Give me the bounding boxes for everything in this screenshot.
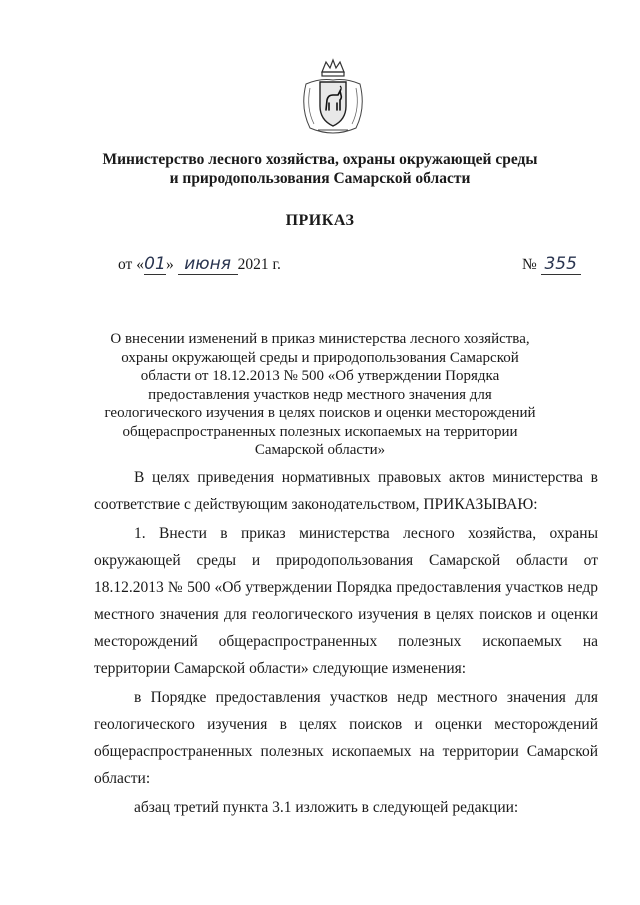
date-year: 2021 г. — [237, 256, 281, 273]
document-type-title: ПРИКАЗ — [285, 212, 355, 229]
number-value: 355 — [541, 254, 581, 275]
body-paragraph-2: 1. Внести в приказ министерства лесного хозяйства, охраны окружающей среды и природопользования Самарской области от 18.12.2013 № 500 «Об утверждении Порядка предоставления участков недр местного значения для геологического изучения в целях поисков и оценки месторождений общераспространенных полезных ископаемых на территории Самарской области» следующие изменения: — [94, 525, 598, 677]
date-month: июня — [178, 254, 238, 275]
order-date — [118, 254, 281, 275]
date-prefix: от « — [118, 256, 144, 273]
ministry-name — [0, 150, 640, 188]
ministry-line-1: Министерство лесного хозяйства, охраны окружающей среды — [102, 151, 538, 168]
ministry-line-2: и природопользования Самарской области — [169, 170, 471, 187]
order-number — [522, 254, 581, 275]
body-paragraph-1: В целях приведения нормативных правовых актов министерства в соответствие с действующим законодательством, ПРИКАЗЫВАЮ: — [94, 469, 598, 513]
body-paragraph-4: абзац третий пункта 3.1 изложить в следующей редакции: — [134, 799, 519, 816]
order-body — [94, 464, 598, 821]
date-separator: » — [165, 256, 174, 273]
coat-of-arms-icon — [298, 58, 368, 136]
number-prefix: № — [522, 256, 537, 273]
body-paragraph-3: в Порядке предоставления участков недр местного значения для геологического изучения в целях поисков и оценки месторождений общераспространенных полезных ископаемых на территории Самарской области: — [94, 689, 598, 787]
order-subject: О внесении изменений в приказ министерства лесного хозяйства, охраны окружающей среды и природопользования Самарской области от 18.12.2013 № 500 «Об утверждении Порядка предоставления участков недр местного значения для геологического изучения в целях поисков и оценки месторождений общераспространенных полезных ископаемых на территории Самарской области» — [104, 331, 536, 458]
date-day: 01 — [144, 254, 166, 274]
